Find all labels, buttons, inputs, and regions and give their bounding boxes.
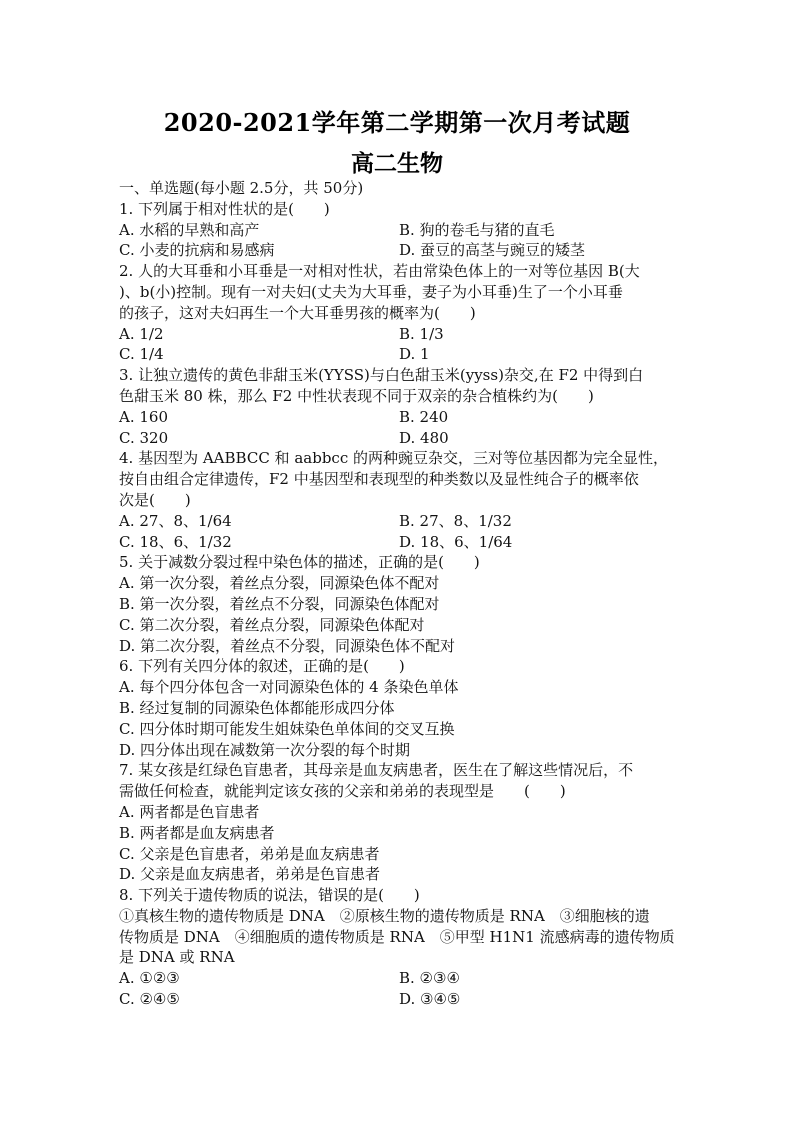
option-c: C. 父亲是色盲患者，弟弟是血友病患者 bbox=[119, 844, 380, 863]
exam-subtitle: 高二生物 bbox=[351, 150, 443, 177]
option-d: D. 四分体出现在减数第一次分裂的每个时期 bbox=[119, 740, 411, 759]
question-stem: 需做任何检查，就能判定该女孩的父亲和弟弟的表现型是 ( ) bbox=[119, 782, 566, 801]
question-statements: 传物质是 DNA ④细胞质的遗传物质是 RNA ⑤甲型 H1N1 流感病毒的遗传物质 bbox=[119, 927, 675, 946]
question-statements: 是 DNA 或 RNA bbox=[119, 948, 235, 967]
question-stem: 3. 让独立遗传的黄色非甜玉米(YYSS)与白色甜玉米(yyss)杂交,在 F2 中得到白 bbox=[119, 366, 644, 385]
options-row bbox=[119, 532, 679, 553]
option-c: C. 18、6、1/32 bbox=[119, 532, 232, 551]
question-2 bbox=[119, 261, 679, 365]
option-a: A. ①②③ bbox=[119, 969, 180, 988]
exam-content bbox=[119, 178, 679, 1010]
option-b: B. 第一次分裂，着丝点不分裂，同源染色体配对 bbox=[119, 594, 440, 613]
question-stem: 5. 关于减数分裂过程中染色体的描述，正确的是( ) bbox=[119, 553, 480, 572]
option-b: B. 1/3 bbox=[399, 324, 444, 343]
option-b: B. 27、8、1/32 bbox=[399, 511, 512, 530]
option-c: C. 第二次分裂，着丝点分裂，同源染色体配对 bbox=[119, 615, 425, 634]
question-stem: 按自由组合定律遗传，F2 中基因型和表现型的种类数以及显性纯合子的概率依 bbox=[119, 470, 639, 489]
options-row bbox=[119, 220, 679, 241]
question-stem: 4. 基因型为 AABBCC 和 aabbcc 的两种豌豆杂交，三对等位基因都为完全显性， bbox=[119, 449, 668, 468]
option-c: C. 1/4 bbox=[119, 345, 164, 364]
question-stem: 色甜玉米 80 株，那么 F2 中性状表现不同于双亲的杂合植株约为( ) bbox=[119, 386, 594, 405]
option-a: A. 27、8、1/64 bbox=[119, 511, 232, 530]
option-d: D. 蚕豆的高茎与豌豆的矮茎 bbox=[399, 241, 586, 260]
question-stem: 7. 某女孩是红绿色盲患者，其母亲是血友病患者，医生在了解这些情况后，不 bbox=[119, 761, 634, 780]
options-row bbox=[119, 324, 679, 345]
option-c: C. ②④⑤ bbox=[119, 990, 180, 1009]
options-row bbox=[119, 344, 679, 365]
question-7 bbox=[119, 760, 679, 885]
option-d: D. 第二次分裂，着丝点不分裂，同源染色体不配对 bbox=[119, 636, 456, 655]
option-b: B. 经过复制的同源染色体都能形成四分体 bbox=[119, 698, 395, 717]
question-6 bbox=[119, 656, 679, 760]
option-a: A. 每个四分体包含一对同源染色体的 4 条染色单体 bbox=[119, 678, 459, 697]
option-a: A. 水稻的早熟和高产 bbox=[119, 220, 260, 239]
option-d: D. 1 bbox=[399, 345, 430, 364]
options-row bbox=[119, 989, 679, 1010]
question-5 bbox=[119, 552, 679, 656]
option-d: D. 480 bbox=[399, 428, 449, 447]
option-c: C. 320 bbox=[119, 428, 169, 447]
option-c: C. 小麦的抗病和易感病 bbox=[119, 241, 275, 260]
options-row bbox=[119, 407, 679, 428]
question-stem: 次是( ) bbox=[119, 490, 191, 509]
option-a: A. 160 bbox=[119, 407, 168, 426]
question-stem: 1. 下列属于相对性状的是( ) bbox=[119, 199, 330, 218]
question-stem: 6. 下列有关四分体的叙述，正确的是( ) bbox=[119, 657, 405, 676]
option-a: A. 第一次分裂，着丝点分裂，同源染色体不配对 bbox=[119, 574, 440, 593]
question-statements: ①真核生物的遗传物质是 DNA ②原核生物的遗传物质是 RNA ③细胞核的遗 bbox=[119, 906, 650, 925]
option-d: D. 父亲是血友病患者，弟弟是色盲患者 bbox=[119, 865, 381, 884]
option-b: B. 两者都是血友病患者 bbox=[119, 823, 275, 842]
options-row bbox=[119, 428, 679, 449]
question-8 bbox=[119, 885, 679, 1010]
question-stem: 的孩子，这对夫妇再生一个大耳垂男孩的概率为( ) bbox=[119, 303, 476, 322]
option-b: B. 240 bbox=[399, 407, 449, 426]
question-stem: 2. 人的大耳垂和小耳垂是一对相对性状，若由常染色体上的一对等位基因 B(大 bbox=[119, 262, 640, 281]
section-heading: 一、单选题(每小题 2.5分，共 50分) bbox=[119, 179, 364, 197]
options-row bbox=[119, 511, 679, 532]
question-1 bbox=[119, 199, 679, 261]
option-b: B. 狗的卷毛与猪的直毛 bbox=[399, 220, 555, 239]
question-4 bbox=[119, 448, 679, 552]
option-a: A. 1/2 bbox=[119, 324, 164, 343]
exam-title: 2020-2021学年第二学期第一次月考试题 bbox=[163, 108, 631, 137]
option-d: D. ③④⑤ bbox=[399, 990, 461, 1009]
option-a: A. 两者都是色盲患者 bbox=[119, 802, 260, 821]
option-d: D. 18、6、1/64 bbox=[399, 532, 513, 551]
options-row bbox=[119, 968, 679, 989]
question-stem: )、b(小)控制。现有一对夫妇(丈夫为大耳垂，妻子为小耳垂)生了一个小耳垂 bbox=[119, 282, 623, 301]
option-c: C. 四分体时期可能发生姐妹染色单体间的交叉互换 bbox=[119, 719, 455, 738]
question-3 bbox=[119, 365, 679, 448]
option-b: B. ②③④ bbox=[399, 969, 460, 988]
question-stem: 8. 下列关于遗传物质的说法，错误的是( ) bbox=[119, 886, 420, 905]
options-row bbox=[119, 240, 679, 261]
